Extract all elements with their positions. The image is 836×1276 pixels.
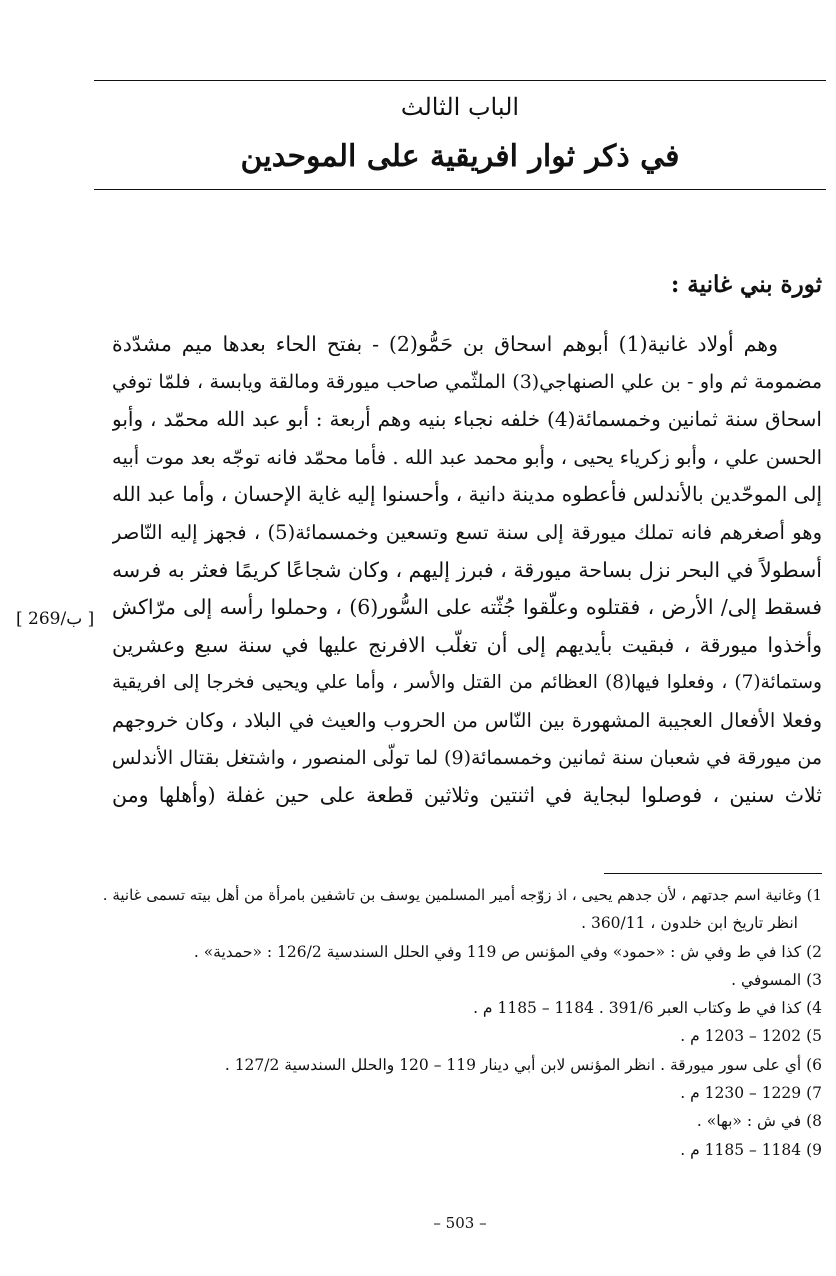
top-rule: [94, 80, 826, 81]
body-line: فسقط إلى/ الأرض ، فقتلوه وعلّقوا جُثّته على السُّور(6) ، وحملوا رأسه إلى مرّاكش: [112, 595, 822, 620]
footnote-1-continuation: انظر تاريخ ابن خلدون ، 360/11 .: [581, 914, 798, 933]
footnote-4: 4) كذا في ط وكتاب العبر 391/6 . 1184 – 1185 م .: [473, 999, 822, 1018]
footnote-7: 7) 1229 – 1230 م .: [680, 1084, 822, 1103]
chapter-label: الباب الثالث: [400, 93, 520, 121]
body-line: وأخذوا ميورقة ، فبقيت بأيديهم إلى أن تغلّب الافرنج عليها في سنة سبع وعشرين: [112, 632, 822, 657]
body-text: [112, 326, 822, 815]
body-line: الحسن علي ، وأبو زكرياء يحيى ، وأبو محمد عبد الله . فأما محمّد فانه توجّه بعد موت أبيه: [112, 445, 822, 469]
bottom-rule: [94, 189, 826, 190]
footnote-3: 3) المسوفي .: [731, 970, 822, 989]
footnote-1: 1) وغانية اسم جدتهم ، لأن جدهم يحيى ، اذ زوّجه أمير المسلمين يوسف بن تاشفين بامرأة من أهل بيته تسمى غانية .: [102, 886, 822, 904]
manuscript-folio-reference: [ 269/ب ]: [16, 609, 95, 629]
footnote-2: 2) كذا في ط وفي ش : «حمود» وفي المؤنس ص 119 وفي الحلل السندسية 126/2 : «حمدية» .: [193, 942, 822, 961]
body-line: من ميورقة في شعبان سنة ثمانين وخمسمائة(9) لما تولّى المنصور ، واشتغل بقتال الأندلس: [112, 746, 822, 769]
body-line: إلى الموحّدين بالأندلس فأعطوه مدينة دانية ، وأحسنوا إليه غاية الإحسان ، وأما عبد الله: [112, 482, 822, 507]
footnote-9: 9) 1184 – 1185 م .: [680, 1140, 822, 1159]
body-line: أسطولاً في البحر نزل بساحة ميورقة ، فبرز إليهم ، وكان شجاعًا كريمًا فعثر به فرسه: [112, 557, 822, 582]
body-line: وستمائة(7) ، وفعلوا فيها(8) العظائم من القتل والأسر ، وأما علي ويحيى فخرجا إلى افريقية: [112, 672, 822, 694]
page-number: – 503 –: [433, 1214, 487, 1232]
body-line: وهم أولاد غانية(1) أبوهم اسحاق بن حَمُّو(2) - بفتح الحاء بعدها ميم مشدّدة: [112, 332, 778, 356]
body-line: ثلاث سنين ، فوصلوا لبجاية في اثنتين وثلاثين قطعة على حين غفلة (وأهلها ومن: [112, 783, 822, 808]
footnote-8: 8) في ش : «بها» .: [696, 1112, 822, 1131]
footnote-6: 6) أي على سور ميورقة . انظر المؤنس لابن أبي دينار 119 – 120 والحلل السندسية 127/2 .: [224, 1055, 822, 1074]
body-line: وهو أصغرهم فانه تملك ميورقة إلى سنة تسع وتسعين وخمسمائة(5) ، فجهز إليه النّاصر: [112, 520, 822, 544]
section-heading: ثورة بني غانية :: [670, 271, 822, 298]
footnote-separator: [604, 873, 822, 874]
body-line: وفعلا الأفعال العجيبة المشهورة بين النّاس من الحروب والعيث في البلاد ، وكان خروجهم: [112, 708, 822, 732]
footnotes: [102, 881, 822, 1164]
footnote-5: 5) 1202 – 1203 م .: [680, 1027, 822, 1046]
body-line: اسحاق سنة ثمانين وخمسمائة(4) خلفه نجباء بنيه وهم أربعة : أبو عبد الله محمّد ، وأبو: [112, 407, 822, 432]
body-line: مضمومة ثم واو - بن علي الصنهاجي(3) الملثّمي صاحب ميورقة ومالقة ويابسة ، فلمّا توفي: [112, 370, 822, 393]
chapter-title: في ذكر ثوار افريقية على الموحدين: [240, 139, 680, 174]
